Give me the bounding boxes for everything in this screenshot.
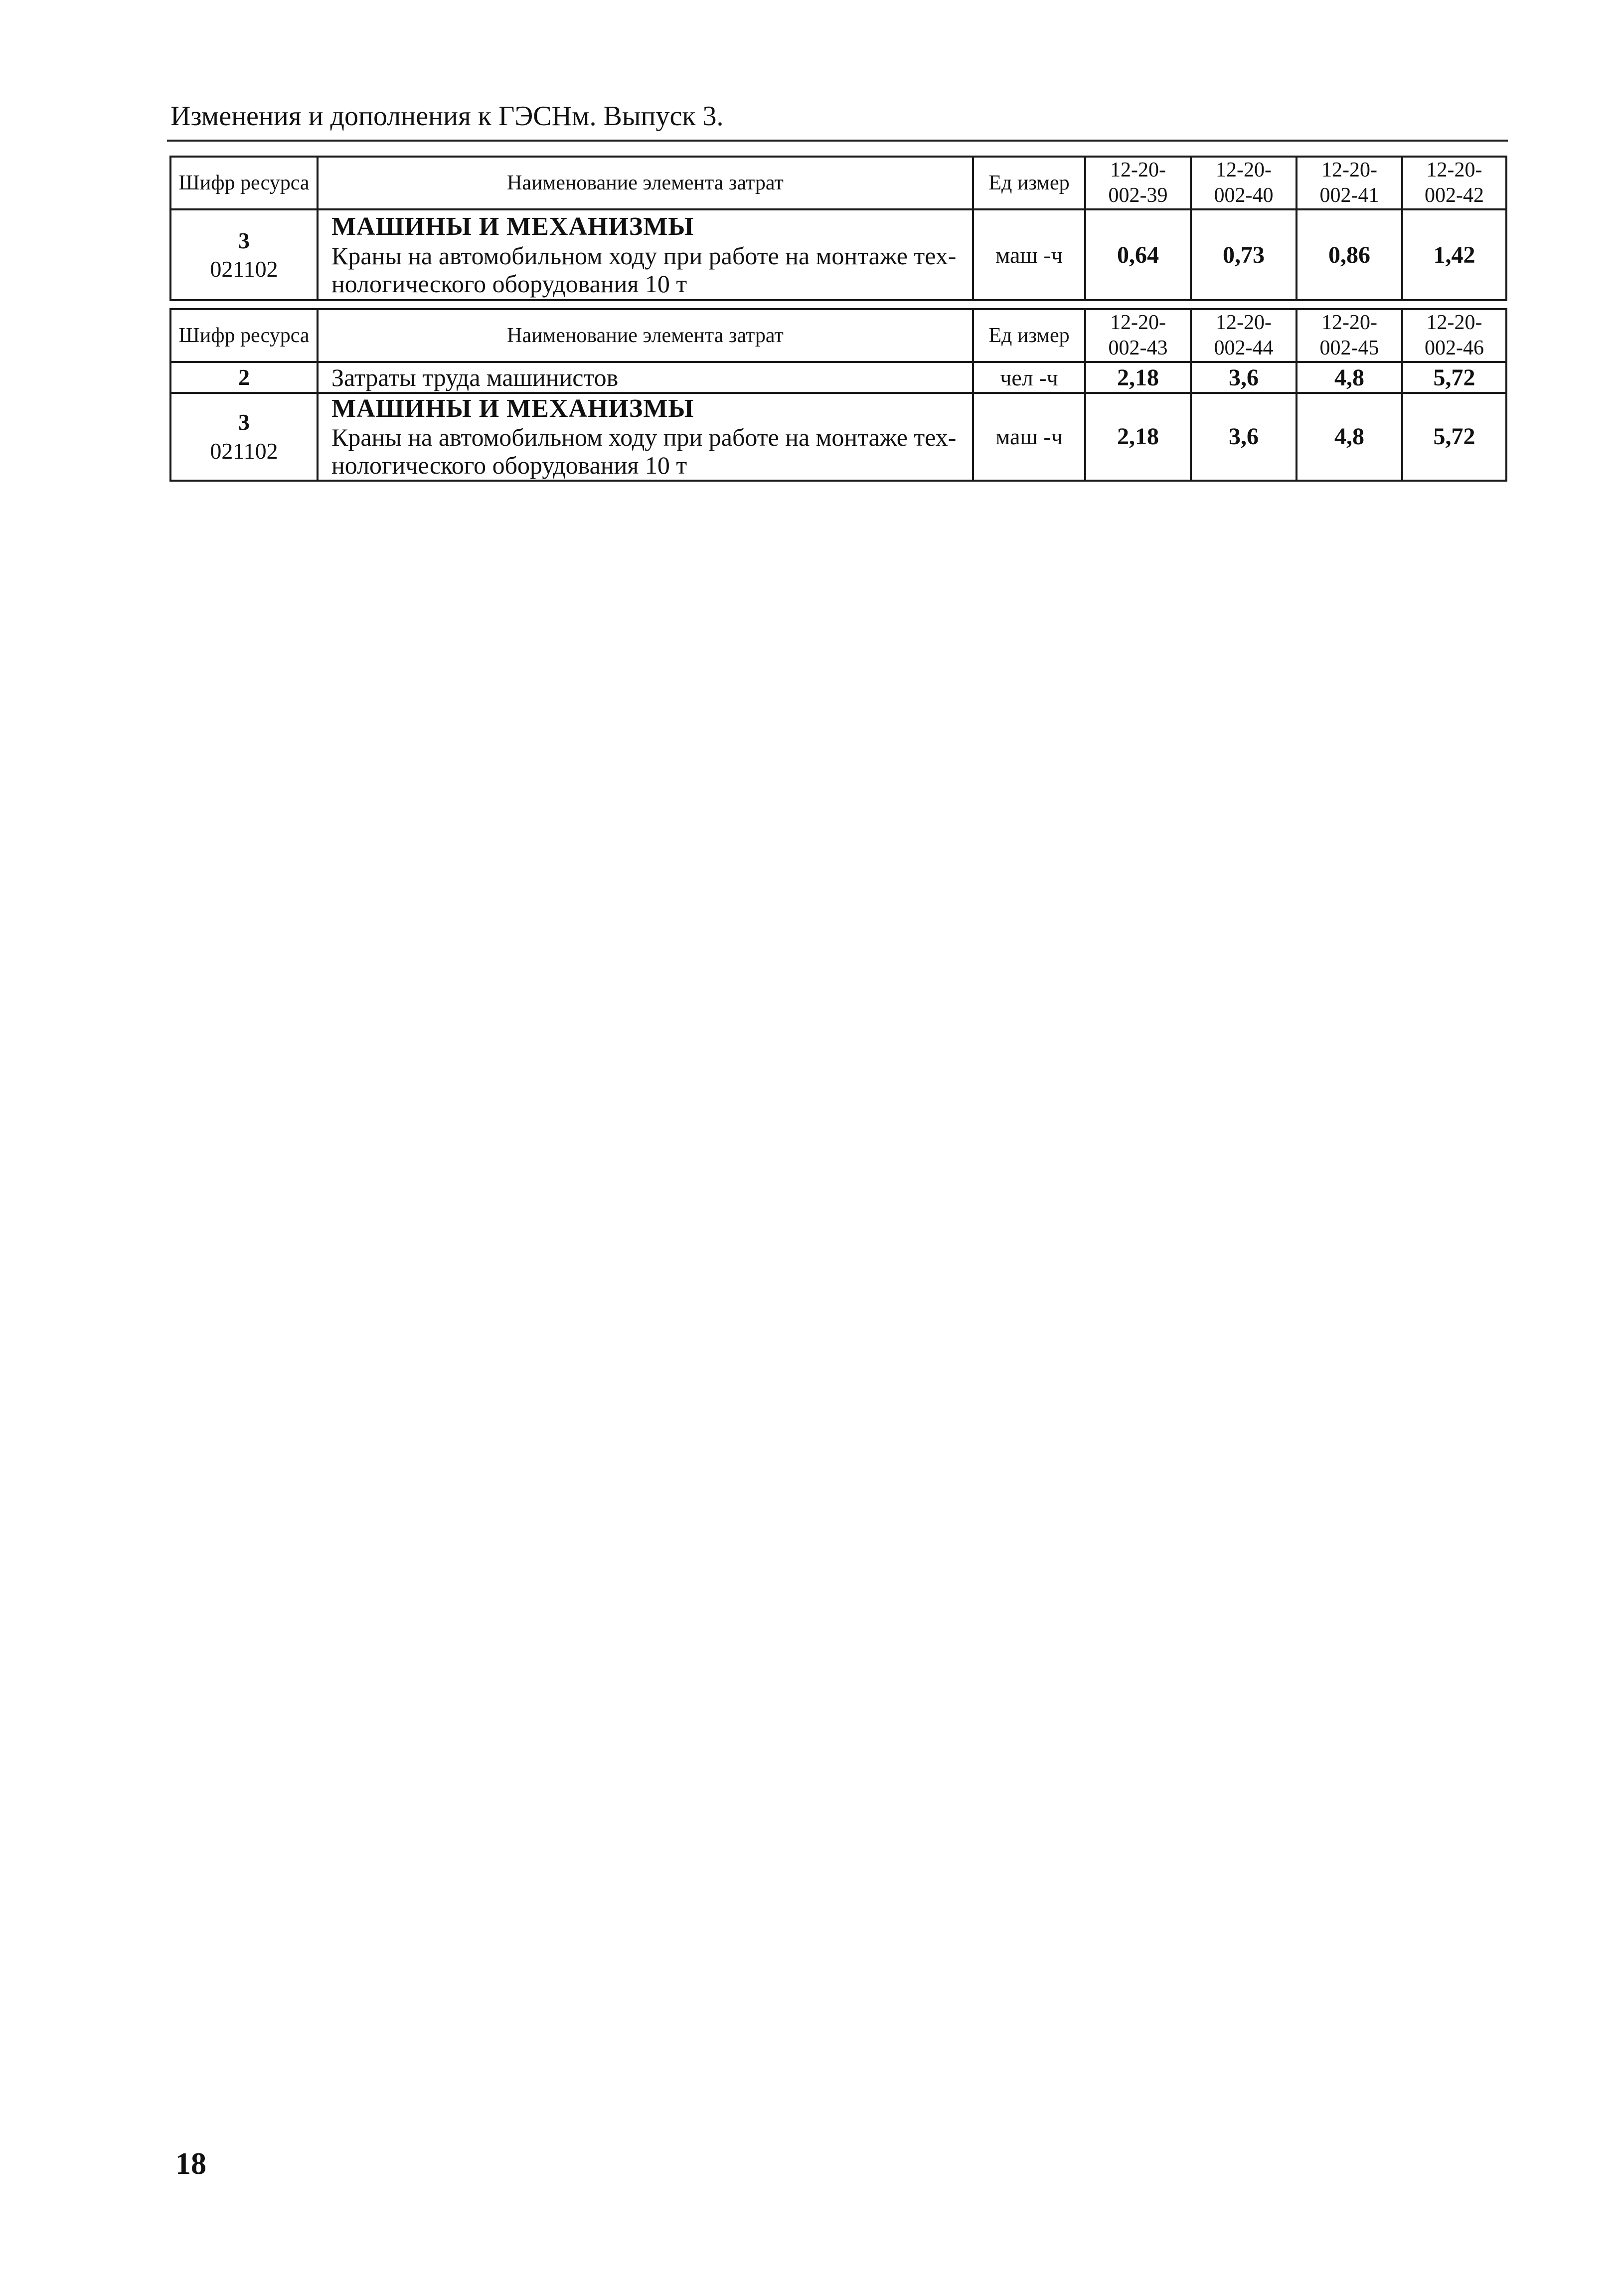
page-number: 18	[175, 2147, 206, 2181]
resource-table-1	[169, 156, 1507, 301]
norm-code-line2: 002-40	[1214, 184, 1274, 207]
norm-code-line1: 12-20-	[1321, 159, 1377, 181]
column-header-norm-2	[1191, 309, 1297, 362]
value-cell: 4,8	[1297, 362, 1402, 393]
unit-cell: маш -ч	[973, 393, 1085, 481]
norm-code-line2: 002-39	[1108, 184, 1168, 207]
resource-name-cell: Затраты труда машинистов	[318, 362, 973, 393]
norm-code-line2: 002-45	[1319, 337, 1379, 360]
value-cell: 3,6	[1191, 393, 1297, 481]
resource-code-cell	[170, 393, 318, 481]
header-rule	[167, 140, 1508, 142]
value-cell: 5,72	[1402, 362, 1506, 393]
section-title: МАШИНЫ И МЕХАНИЗМЫ	[331, 394, 694, 423]
value-cell: 2,18	[1085, 362, 1191, 393]
norm-code-line2: 002-41	[1319, 184, 1379, 207]
norm-code-line1: 12-20-	[1426, 311, 1482, 334]
resource-name-cell	[318, 209, 973, 300]
value-cell: 2,18	[1085, 393, 1191, 481]
section-title: МАШИНЫ И МЕХАНИЗМЫ	[331, 212, 694, 241]
unit-cell: чел -ч	[973, 362, 1085, 393]
resource-code: 021102	[210, 438, 278, 464]
value-cell: 4,8	[1297, 393, 1402, 481]
resource-code: 021102	[210, 256, 278, 282]
table-row-labor	[170, 362, 1506, 393]
section-code: 3	[238, 409, 250, 435]
column-header-code: Шифр ресурса	[170, 309, 318, 362]
norm-code-line2: 002-42	[1425, 184, 1484, 207]
norm-code-line1: 12-20-	[1426, 159, 1482, 181]
value-cell: 0,64	[1085, 209, 1191, 300]
table-row	[170, 393, 1506, 481]
unit-cell: маш -ч	[973, 209, 1085, 300]
column-header-unit: Ед измер	[973, 157, 1085, 209]
table-header-row	[170, 157, 1506, 209]
column-header-norm-1	[1085, 309, 1191, 362]
norm-code-line1: 12-20-	[1110, 311, 1166, 334]
norm-code-line1: 12-20-	[1321, 311, 1377, 334]
column-header-norm-2	[1191, 157, 1297, 209]
resource-name-line1: Краны на автомобильном ходу при работе на монтаже тех-	[331, 241, 957, 270]
column-header-norm-3	[1297, 309, 1402, 362]
column-header-norm-3	[1297, 157, 1402, 209]
value-cell: 0,73	[1191, 209, 1297, 300]
norm-code-line2: 002-44	[1214, 337, 1274, 360]
column-header-name: Наименование элемента затрат	[318, 309, 973, 362]
column-header-norm-4	[1402, 157, 1506, 209]
column-header-name: Наименование элемента затрат	[318, 157, 973, 209]
table-header-row	[170, 309, 1506, 362]
norm-code-line1: 12-20-	[1216, 159, 1272, 181]
resource-code-cell: 2	[170, 362, 318, 393]
resource-table-2	[169, 308, 1507, 482]
norm-code-line1: 12-20-	[1110, 159, 1166, 181]
table-row	[170, 209, 1506, 300]
value-cell: 0,86	[1297, 209, 1402, 300]
column-header-unit: Ед измер	[973, 309, 1085, 362]
resource-name-line2: нологического оборудования 10 т	[331, 451, 687, 480]
norm-code-line2: 002-43	[1108, 337, 1168, 360]
norm-code-line2: 002-46	[1425, 337, 1484, 360]
document-header: Изменения и дополнения к ГЭСНм. Выпуск 3.	[170, 101, 724, 132]
column-header-norm-1	[1085, 157, 1191, 209]
value-cell: 3,6	[1191, 362, 1297, 393]
resource-name-line1: Краны на автомобильном ходу при работе на монтаже тех-	[331, 423, 957, 452]
resource-name-cell	[318, 393, 973, 481]
norm-code-line1: 12-20-	[1216, 311, 1272, 334]
column-header-code: Шифр ресурса	[170, 157, 318, 209]
resource-name-line2: нологического оборудования 10 т	[331, 269, 687, 298]
value-cell: 5,72	[1402, 393, 1506, 481]
section-code: 3	[238, 227, 250, 253]
value-cell: 1,42	[1402, 209, 1506, 300]
column-header-norm-4	[1402, 309, 1506, 362]
resource-code-cell	[170, 209, 318, 300]
